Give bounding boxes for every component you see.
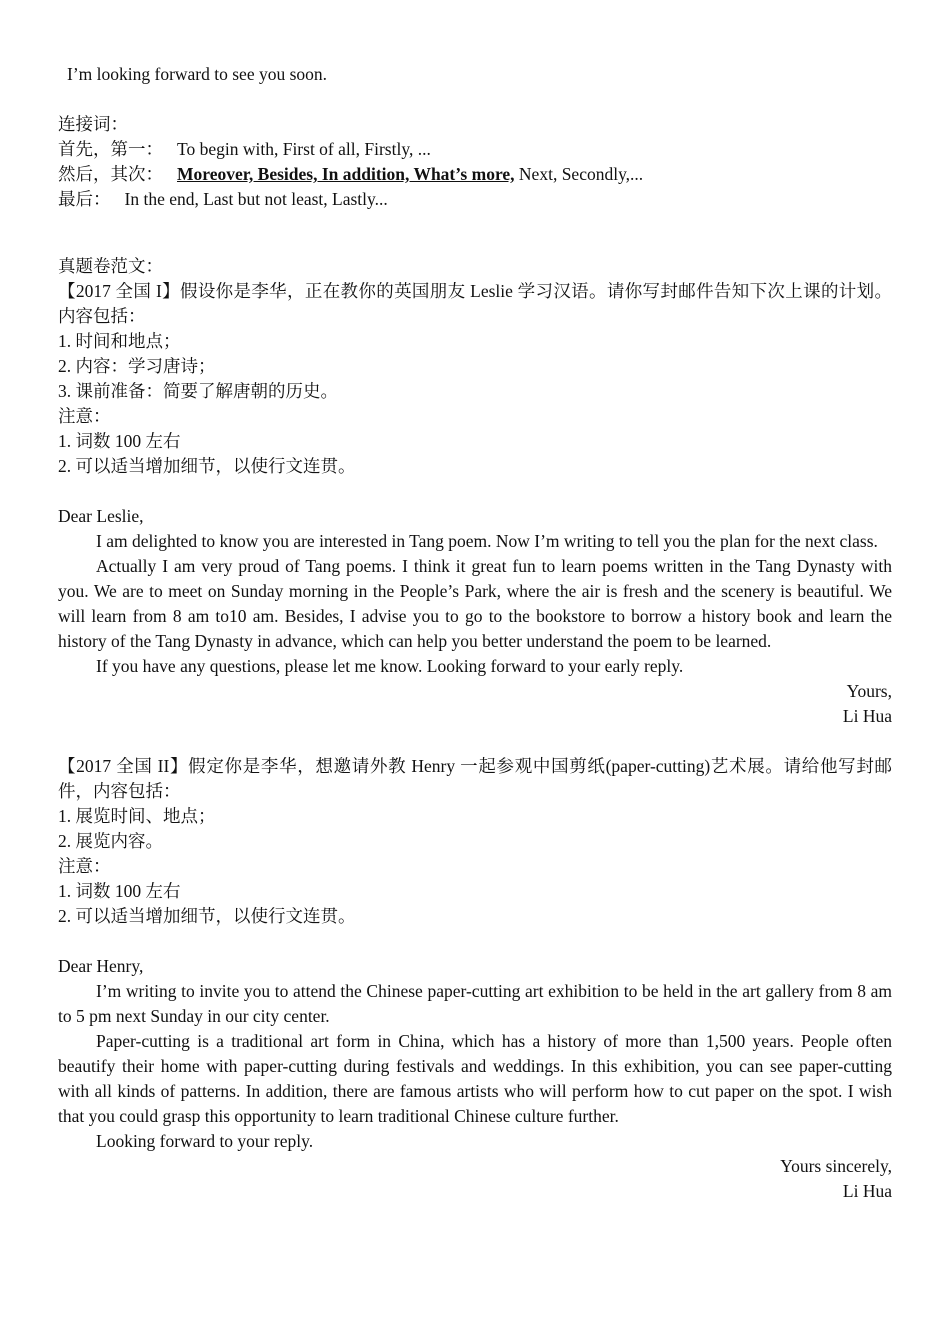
exam1-greeting: Dear Leslie, [58,506,144,526]
connectors-last: 最后： In the end, Last but not least, Lastly... [58,189,388,209]
connectors-section [58,112,892,212]
document-body [58,62,892,1204]
exam2-prompt: 【2017 全国 II】假定你是李华，想邀请外教 Henry 一起参观中国剪纸(paper-cutting)艺术展。请给他写封邮件，内容包括： [58,756,892,801]
exam2-note: 2. 可以适当增加细节，以使行文连贯。 [58,906,356,926]
exam1-paragraph: Actually I am very proud of Tang poems. I think it great fun to learn poems written in the Tang Dynasty with you. We are to meet on Sunday morning in the People’s Park, where the air is fresh and the scenery is beautiful. We will learn from 8 am to10 am. Besides, I advise you to go to the bookstore to borrow a history book and learn the history of the Tang Dynasty in advance, which can help you better understand the poem to be learned. [58,556,892,651]
exam2-note: 1. 词数 100 左右 [58,881,181,901]
exam1-item: 3. 课前准备：简要了解唐朝的历史。 [58,381,338,401]
exam2-notes-heading: 注意： [58,856,111,876]
exam1-prompt: 【2017 全国 I】假设你是李华，正在教你的英国朋友 Leslie 学习汉语。请你写封邮件告知下次上课的计划。内容包括： [58,281,892,326]
exam2-greeting: Dear Henry, [58,956,144,976]
exam1-paragraph: If you have any questions, please let me know. Looking forward to your early reply. [96,656,684,676]
exam1-section [58,279,892,729]
exam2-paragraph: I’m writing to invite you to attend the Chinese paper-cutting art exhibition to be held in the art gallery from 8 am to 5 pm next Sunday in our city center. [58,981,892,1026]
exam1-note: 2. 可以适当增加细节，以使行文连贯。 [58,456,356,476]
exam1-closing: Yours, [846,681,892,701]
exam2-closing: Yours sincerely, [780,1156,892,1176]
exam1-signature: Li Hua [842,706,892,726]
exam1-notes-heading: 注意： [58,406,111,426]
intro-closing-line: I’m looking forward to see you soon. [67,64,328,84]
exam2-signature: Li Hua [842,1181,892,1201]
exam2-item: 2. 展览内容。 [58,831,163,851]
connectors-first: 首先，第一： To begin with, First of all, Firstly, ... [58,139,431,159]
connectors-second: 然后，其次： Moreover, Besides, In addition, What’s more, Next, Secondly,... [58,164,644,184]
exam2-paragraph: Looking forward to your reply. [96,1131,314,1151]
exam2-item: 1. 展览时间、地点； [58,806,216,826]
connectors-emphasis: Moreover, Besides, In addition, What’s more, [177,164,515,184]
exam1-item: 1. 时间和地点； [58,331,181,351]
exam1-note: 1. 词数 100 左右 [58,431,181,451]
section-title: 真题卷范文： [58,256,163,276]
exam1-paragraph: I am delighted to know you are interested in Tang poem. Now I’m writing to tell you the plan for the next class. [96,531,878,551]
exam2-paragraph: Paper-cutting is a traditional art form in China, which has a history of more than 1,500 years. People often beautify their home with paper-cutting during festivals and weddings. In this exhibition, you can see paper-cutting with all kinds of patterns. In addition, there are famous artists who will perform how to cut paper on the spot. I wish that you could grasp this opportunity to learn traditional Chinese culture further. [58,1031,892,1126]
exam2-section [58,754,892,1204]
exam1-item: 2. 内容：学习唐诗； [58,356,216,376]
connectors-heading: 连接词： [58,114,128,134]
